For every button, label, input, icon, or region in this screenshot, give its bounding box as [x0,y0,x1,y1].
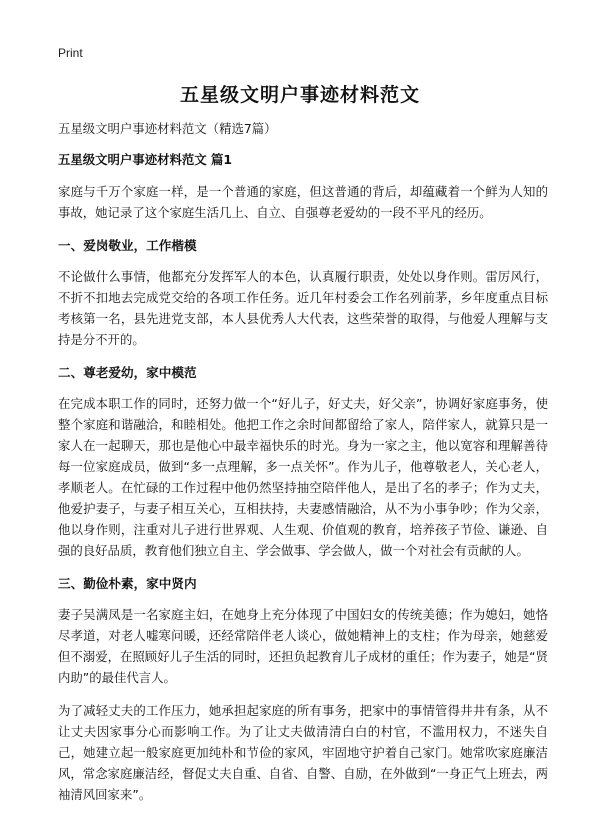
intro-paragraph: 家庭与千万个家庭一样，是一个普通的家庭，但这普通的背后，却蕴藏着一个鲜为人知的事故，她记录了这个家庭生活几上、自立、自强尊老爱幼的一段不平凡的经历。 [58,184,548,220]
print-label[interactable]: Print [58,46,83,60]
section-3-paragraph-2: 为了减轻丈夫的工作压力，她承担起家庭的所有事务，把家中的事情管得井井有条，从不让丈夫因家事分心而影响工作。为了让丈夫做清清白白的村官，不滥用权力，不迷失自己，她建立起一般家庭更加纯朴和节俭的家风，牢固地守护着自己家门。她常吹家庭廉洁风，常念家庭廉洁经，督促丈夫自重、自省、自警、自励，在外做到“一身正气上班去，两袖清风回家来”。 [58,703,548,802]
article-title: 五星级文明户事迹材料范文 篇1 [58,152,233,167]
document-body [58,118,548,817]
section-2-paragraph-1: 在完成本职工作的同时，还努力做一个“好儿子，好丈夫，好父亲”，协调好家庭事务，使整个家庭和谐融洽，和睦相处。他把工作之余时间都留给了家人，陪伴家人，就算只是一家人在一起聊天，那也是他心中最幸福快乐的时光。身为一家之主，他以宽容和理解善待每一位家庭成员，做到“多一点理解，多一点关怀”。作为儿子，他尊敬老人，关心老人，孝顺老人。在忙碌的工作过程中他仍然坚持抽空陪伴他人，是出了名的孝子；作为丈夫，他爱护妻子，与妻子相互关心，互相扶持，夫妻感情融洽，从不为小事争吵；作为父亲，他以身作则，注重对儿子进行世界观、人生观、价值观的教育，培养孩子节俭、谦逊、自强的良好品质，教育他们独立自主、学会做事、学会做人，做一个对社会有贡献的人。 [58,396,548,558]
document-subtitle: 五星级文明户事迹材料范文（精选7篇） [58,121,277,136]
section-heading-3: 三、勤俭朴素，家中贤内 [58,576,197,591]
section-heading-2: 二、尊老爱幼，家中模范 [58,365,197,380]
section-3-paragraph-1: 妻子吴满凤是一名家庭主妇，在她身上充分体现了中国妇女的传统美德；作为媳妇，她恪尽孝道，对老人嘘寒问暖，还经常陪伴老人谈心，做她精神上的支柱；作为母亲，她慈爱但不溺爱，在照顾好儿子生活的同时，还担负起教育儿子成材的重任；作为妻子，她是“贤内助”的最佳代言人。 [58,607,548,685]
section-heading-1: 一、爱岗敬业，工作楷模 [58,238,197,253]
section-1-paragraph-1: 不论做什么事情，他都充分发挥军人的本色，认真履行职责，处处以身作则。雷厉风行，不折不扣地去完成党交给的各项工作任务。近几年村委会工作名列前茅，乡年度重点目标考核第一名，县先进党支部，本人县优秀人大代表，这些荣誉的取得，与他爱人理解与支持是分不开的。 [58,269,548,347]
page-title: 五星级文明户事迹材料范文 [179,84,420,106]
